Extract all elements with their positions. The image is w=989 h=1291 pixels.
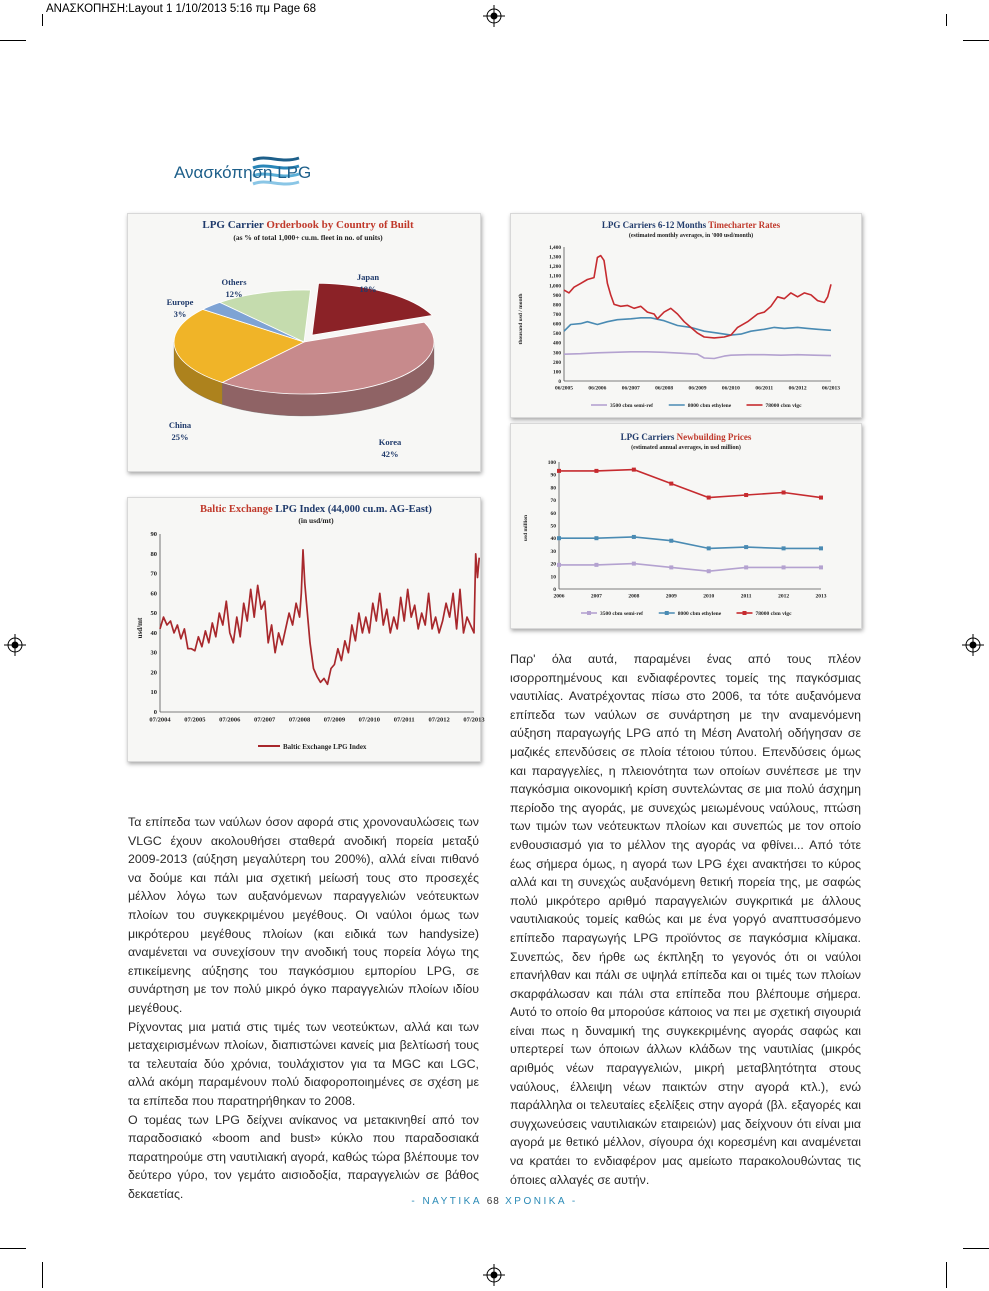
y-tick-label: 0 xyxy=(558,379,561,385)
pie-label-others: Others xyxy=(221,277,247,287)
page-footer xyxy=(0,1196,989,1207)
tc-ylabel: thousand usd / month xyxy=(518,293,524,345)
x-tick-label: 2012 xyxy=(778,593,790,600)
baltic-legend-label: Baltic Exchange LPG Index xyxy=(283,743,367,751)
tc-series-line-2 xyxy=(564,256,831,338)
y-tick-label: 1,300 xyxy=(549,254,561,261)
nb-point xyxy=(819,546,823,550)
x-tick-label: 07/2010 xyxy=(358,716,380,724)
nb-point xyxy=(782,546,786,550)
x-tick-label: 2008 xyxy=(628,593,640,600)
y-tick-label: 1,400 xyxy=(549,245,561,251)
baltic-index-line xyxy=(160,550,479,685)
x-tick-label: 07/2006 xyxy=(219,716,241,724)
registration-mark-icon xyxy=(483,1264,505,1286)
footer-magazine-left: - ΝΑΥΤΙΚΑ xyxy=(411,1196,487,1207)
tc-subtitle: (estimated monthly averages, in '000 usd/month) xyxy=(628,233,754,239)
registration-mark-icon xyxy=(483,5,505,27)
y-tick-label: 100 xyxy=(547,460,556,466)
svg-text:LPG Carrier Orderbook by Count xyxy=(202,219,414,231)
y-tick-label: 90 xyxy=(150,531,157,538)
nb-point xyxy=(669,539,673,543)
baltic-index-chart xyxy=(127,497,485,762)
body-column-right xyxy=(510,650,861,1189)
section-title: Ανασκόπηση LPG xyxy=(174,163,312,182)
y-tick-label: 50 xyxy=(150,610,157,618)
legend-label: 3500 cbm semi-ref xyxy=(600,611,643,617)
x-tick-label: 07/2008 xyxy=(288,716,311,724)
nb-point xyxy=(594,536,598,540)
x-tick-label: 07/2004 xyxy=(149,716,171,724)
newbuilding-prices-chart xyxy=(510,423,862,629)
y-tick-label: 200 xyxy=(553,359,561,366)
legend-label: 78000 cbm vlgc xyxy=(755,611,792,617)
body-paragraph: Παρ' όλα αυτά, παραμένει ένας από τους πλέον ισορροπημένους και ενδιαφέροντες τομείς της παγκόσμιας ναυτιλίας. Ανατρέχοντας πίσω στο 2006, τα τότε αυξανόμενα επίπεδα των ναύλων σε συνάρτηση με την αναμενόμενη αύξηση παραγωγής LPG από τη Μέση Ανατολή οδήγησαν σε μαζικές επενδύσεις σε πλοία τέτοιου τύπου. Επενδύσεις όμως και παραγγελίες, η πλειονότητα των οποίων συνέπεσε με την παγκόσμια οικονομική κρίση συντελώντας σε μια πολύ άσχημη περίοδο της αγοράς, με συνεχώς μειωμένους ναύλους, πτώση των τιμών των νεότευκτων πλοίων και συνεπώς με τον οποίο ενθουσιασμό για το μέλλον της αγοράς να φθίνει... Από τότε έως σήμερα όμως, η αγορά των LPG έχει ανακτήσει το κύρος αλλά και τη συνεχώς αυξανόμενη θετική πορεία της, με σαφώς πολύ μικρότερο αριθμό παραγγελιών συγκριτικά με άλλους ναυτιλιακούς τομείς καθώς και με ένα γοργό αναπτυσσόμενο επίπεδο παραγωγής LPG προϊόντος σε παγκόσμια κλίμακα. Συνεπώς, δεν ήρθε ως έκπληξη το γεγονός ότι οι ναύλοι επανήλθαν και πάλι σε υψηλά επίπεδα και οι τιμές των πλοίων σκαρφάλωσαν και πάλι στα επίπεδα που βλέπουμε σήμερα. Αυτό το οποίο θα μπορούσε κάποιος να πει με σχετική σιγουριά είναι πως η δυναμική της συγκεκριμένης αγοράς σαφώς και υπερτερεί των όποιων άλλων κλάδων της ναυτιλίας (μικρός αριθμός νέων παραγγελιών, μικρή μεταβλητότητα στους ναύλους, έλλειψη νέων παικτών στην αγορά κτλ.), ενώ παράλληλα οι τελευταίες εξελίξεις στην αγορά (βλ. εξαγορές και συγχωνεύσεις ναυτιλιακών εταιρειών) μας δείχνουν ότι είναι μια αγορά με θετικό μέλλον, σίγουρα όχι κορεσμένη και αναμένεται να κρατάει το ενδιαφέρον μας αμείωτο παρακολουθώντας τις όποιες αλλαγές σε αυτήν. xyxy=(510,652,861,1187)
footer-magazine-right: ΧΡΟΝΙΚΑ - xyxy=(499,1196,578,1207)
x-tick-label: 06/2012 xyxy=(788,385,807,392)
nb-subtitle: (estimated annual averages, in usd million) xyxy=(631,445,741,451)
y-tick-label: 20 xyxy=(150,669,157,677)
x-tick-label: 2006 xyxy=(553,593,565,600)
y-tick-label: 10 xyxy=(150,689,157,697)
x-tick-label: 2010 xyxy=(703,593,715,600)
y-tick-label: 90 xyxy=(550,472,556,479)
y-tick-label: 600 xyxy=(553,321,561,328)
baltic-title-b: LPG Index (44,000 cu.m. AG-East) xyxy=(272,504,432,515)
x-tick-label: 07/2007 xyxy=(254,716,276,724)
tc-title-b: Timecharter Rates xyxy=(708,220,781,230)
body-paragraph: Τα επίπεδα των ναύλων όσον αφορά στις χρονοναυλώσεις των VLGC έχουν ακολουθήσει σταθερά ανοδική πορεία μεταξύ 2009-2013 (αύξηση μεγαλύτερη του 200%), αλλά είναι πιθανό να δούμε και πάλι μια σχετική μείωσή τους στο προσεχές μέλλον λόγω των αυξανόμενων παραγγελιών νεότευκτων πλοίων του συγκεκριμένου μεγέθους. Οι ναύλοι όμως των μικρότερου μεγέθους πλοίων (και ειδικά των handysize) αναμένεται να συνεχίσουν την ανοδική τους πορεία λόγω της επικείμενης αύξησης του παγκόσμιου εμπορίου LPG, σε συνάρτηση με τον πολύ μικρό όγκο παραγγελιών πλοίων ιδίου μεγέθους. xyxy=(128,815,479,1015)
pie-pct-china: 25% xyxy=(171,432,189,442)
nb-point xyxy=(707,569,711,573)
nb-point xyxy=(594,469,598,473)
legend-label: 8000 cbm ethylene xyxy=(677,611,722,617)
y-tick-label: 700 xyxy=(553,312,561,318)
legend-label: 78000 cbm vlgc xyxy=(765,403,802,409)
x-tick-label: 06/2008 xyxy=(655,385,674,392)
y-tick-label: 300 xyxy=(553,350,561,357)
body-paragraph: Ο τομέας των LPG δείχνει ανίκανος να μετακινηθεί από τον παραδοσιακό «boom and bust» κύκλο που παραδοσιακά παρατηρούμε στη ναυτιλιακή αγορά, καθώς τώρα βλέπουμε τον δεύτερο γύρο, τον γεμάτο αισιοδοξία, παραγγελιών σε βάθος δεκαετίας. xyxy=(128,1112,479,1201)
pie-pct-others: 12% xyxy=(225,289,243,299)
y-tick-label: 800 xyxy=(553,302,561,309)
y-tick-label: 10 xyxy=(550,574,556,581)
registration-mark-icon xyxy=(962,634,984,656)
registration-mark-icon xyxy=(4,634,26,656)
pie-title-a: LPG Carrier xyxy=(202,219,267,231)
nb-point xyxy=(782,490,786,494)
nb-point xyxy=(557,563,561,567)
orderbook-pie-chart xyxy=(127,213,481,472)
pie-pct-europe: 3% xyxy=(173,309,187,319)
nb-point xyxy=(744,493,748,497)
nb-point xyxy=(744,545,748,549)
x-tick-label: 06/2010 xyxy=(721,385,740,392)
timecharter-rates-chart xyxy=(510,213,862,418)
pie-label-korea: Korea xyxy=(378,437,402,447)
nb-point xyxy=(744,565,748,569)
x-tick-label: 2007 xyxy=(590,593,602,600)
y-tick-label: 500 xyxy=(553,331,561,338)
x-tick-label: 06/2005 xyxy=(554,385,574,392)
nb-point xyxy=(632,562,636,566)
y-tick-label: 30 xyxy=(550,548,556,555)
y-tick-label: 80 xyxy=(550,485,556,492)
nb-point xyxy=(594,563,598,567)
y-tick-label: 900 xyxy=(553,292,561,299)
y-tick-label: 70 xyxy=(550,498,556,505)
svg-text:LPG Carriers Newbuilding Price xyxy=(621,432,752,442)
pie-plot xyxy=(174,283,434,416)
legend-label: 8000 cbm ethylene xyxy=(687,403,732,409)
body-column-left xyxy=(128,813,479,1203)
nb-point xyxy=(557,536,561,540)
y-tick-label: 1,000 xyxy=(549,283,561,290)
legend-label: 3500 cbm semi-ref xyxy=(610,403,653,409)
y-tick-label: 60 xyxy=(550,510,556,517)
x-tick-label: 06/2011 xyxy=(755,385,774,392)
nb-title-b: Newbuilding Prices xyxy=(676,432,752,442)
nb-point xyxy=(632,468,636,472)
pie-label-europe: Europe xyxy=(166,297,194,307)
y-tick-label: 0 xyxy=(553,587,556,593)
x-tick-label: 06/2009 xyxy=(688,385,707,392)
nb-point xyxy=(669,482,673,486)
nb-point xyxy=(707,546,711,550)
pie-title-b: Orderbook by Country of Built xyxy=(266,219,414,231)
x-tick-label: 07/2009 xyxy=(323,716,346,724)
nb-title-a: LPG Carriers xyxy=(620,432,677,442)
tc-series-line-0 xyxy=(564,352,831,359)
page-number: 68 xyxy=(486,1196,500,1207)
y-tick-label: 30 xyxy=(150,649,157,657)
x-tick-label: 2011 xyxy=(740,593,752,600)
x-tick-label: 07/2013 xyxy=(463,716,485,724)
y-tick-label: 20 xyxy=(550,561,556,568)
svg-text:LPG Carriers 6-12 Months Time xyxy=(602,220,781,230)
x-tick-label: 06/2007 xyxy=(621,385,640,392)
y-tick-label: 0 xyxy=(153,709,157,716)
pie-label-china: China xyxy=(168,420,192,430)
y-tick-label: 1,100 xyxy=(549,273,561,280)
y-tick-label: 400 xyxy=(553,340,561,347)
nb-point xyxy=(782,565,786,569)
nb-point xyxy=(819,565,823,569)
legend-marker xyxy=(743,611,747,615)
legend-marker xyxy=(587,611,591,615)
x-tick-label: 06/2013 xyxy=(821,385,841,392)
x-tick-label: 07/2011 xyxy=(393,716,415,724)
x-tick-label: 06/2006 xyxy=(588,385,607,392)
baltic-title-a: Baltic Exchange xyxy=(200,504,273,515)
x-tick-label: 07/2012 xyxy=(428,716,450,724)
pie-label-japan: Japan xyxy=(356,272,380,282)
x-tick-label: 2009 xyxy=(665,593,677,600)
pie-pct-japan: 18% xyxy=(359,284,377,294)
svg-text:Baltic Exchange LPG Index (44, xyxy=(200,504,432,515)
nb-ylabel: usd million xyxy=(523,514,529,542)
y-tick-label: 100 xyxy=(553,369,561,376)
y-tick-label: 40 xyxy=(150,629,157,637)
x-tick-label: 2013 xyxy=(815,593,827,600)
y-tick-label: 70 xyxy=(150,570,157,578)
y-tick-label: 80 xyxy=(150,550,157,558)
y-tick-label: 1,200 xyxy=(549,264,561,271)
printer-slug: ΑΝΑΣΚΟΠΗΣΗ:Layout 1 1/10/2013 5:16 πμ Page 68 xyxy=(46,3,317,15)
x-tick-label: 07/2005 xyxy=(184,716,206,724)
nb-point xyxy=(557,469,561,473)
baltic-ylabel: usd/mt xyxy=(136,617,144,639)
y-tick-label: 40 xyxy=(550,536,556,543)
nb-point xyxy=(632,535,636,539)
y-tick-label: 50 xyxy=(550,523,556,530)
nb-point xyxy=(819,496,823,500)
tc-title-a: LPG Carriers 6-12 Months xyxy=(601,220,709,230)
body-paragraph: Ρίχνοντας μια ματιά στις τιμές των νεοτεύκτων, αλλά και των μεταχειρισμένων πλοίων, διαπιστώνει κανείς μια βελτίωσή τους τα τελευταία δύο χρόνια, τουλάχιστον για τα MGC και LGC, αλλά ακόμη παραμένουν πολύ διαφοροποιημένες σε σχέση με τα επίπεδα που παρατηρήθηκαν το 2008. xyxy=(128,1019,479,1108)
pie-subtitle: (as % of total 1,000+ cu.m. fleet in no. of units) xyxy=(233,233,383,242)
y-tick-label: 60 xyxy=(150,590,157,598)
pie-pct-korea: 42% xyxy=(381,449,399,459)
legend-marker xyxy=(665,611,669,615)
baltic-subtitle: (in usd/mt) xyxy=(298,516,334,525)
nb-point xyxy=(669,565,673,569)
nb-point xyxy=(707,496,711,500)
